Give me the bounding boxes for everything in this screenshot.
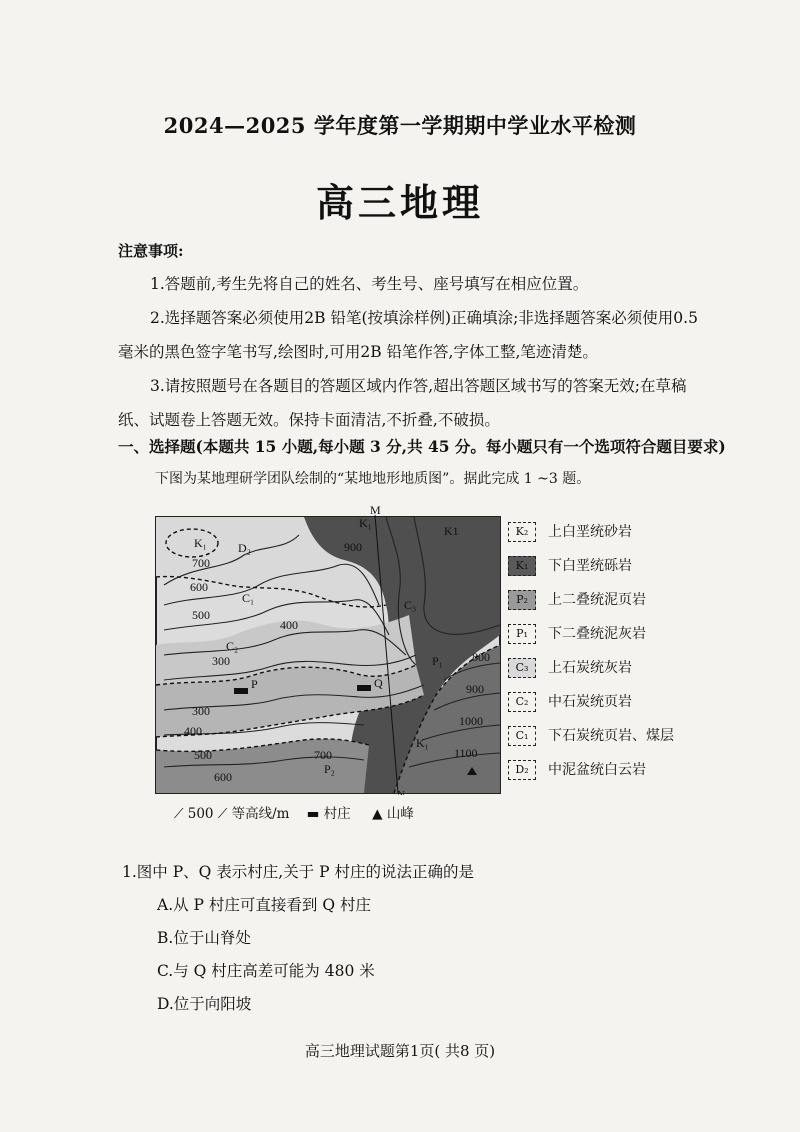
notice-heading: 注意事项: xyxy=(118,242,184,260)
svg-text:900: 900 xyxy=(466,682,484,696)
legend-swatch: D₂ xyxy=(508,760,536,780)
svg-text:500: 500 xyxy=(192,608,210,622)
legend-item xyxy=(508,522,718,544)
svg-text:C₂: C₂ xyxy=(226,639,239,653)
legend-label: 中石炭统页岩 xyxy=(548,694,632,710)
notice-item-2-cont: 毫米的黑色签字笔书写,绘图时,可用2B 铅笔作答,字体工整,笔迹清楚。 xyxy=(118,343,598,361)
svg-text:400: 400 xyxy=(280,618,298,632)
map-key xyxy=(174,802,414,822)
legend-swatch: K₂ xyxy=(508,522,536,542)
legend-label: 下白垩统砾岩 xyxy=(548,558,632,574)
svg-text:700: 700 xyxy=(314,748,332,762)
legend-item xyxy=(508,624,718,646)
exam-subtitle: 2024—2025 学年度第一学期期中学业水平检测 xyxy=(163,113,637,138)
legend-label: 上二叠统泥页岩 xyxy=(548,592,646,608)
geologic-map-figure xyxy=(154,505,504,795)
svg-text:P₂: P₂ xyxy=(324,762,335,776)
svg-text:300: 300 xyxy=(192,704,210,718)
legend-label: 上白垩统砂岩 xyxy=(548,524,632,540)
svg-text:300: 300 xyxy=(212,654,230,668)
section-intro: 下图为某地理研学团队绘制的“某地地形地质图”。据此完成 1 ~3 题。 xyxy=(155,471,591,487)
svg-text:500: 500 xyxy=(194,748,212,762)
svg-text:900: 900 xyxy=(344,540,362,554)
svg-text:D₂: D₂ xyxy=(238,541,251,555)
question-1-stem: 1.图中 P、Q 表示村庄,关于 P 村庄的说法正确的是 xyxy=(122,863,474,881)
contour-key-value: 500 xyxy=(187,806,214,822)
svg-text:C₃: C₃ xyxy=(404,598,417,612)
svg-text:C₁: C₁ xyxy=(242,591,255,605)
svg-text:K1: K1 xyxy=(444,524,459,538)
legend-item xyxy=(508,590,718,612)
peak-icon: ▲ xyxy=(372,806,383,822)
svg-text:600: 600 xyxy=(190,580,208,594)
question-1-option-c: C.与 Q 村庄高差可能为 480 米 xyxy=(157,962,375,980)
legend-label: 下二叠统泥灰岩 xyxy=(548,626,646,642)
svg-text:800: 800 xyxy=(472,650,490,664)
notice-item-3: 3.请按照题号在各题目的答题区域内作答,超出答题区域书写的答案无效;在草稿 xyxy=(150,377,687,395)
legend-item xyxy=(508,658,718,680)
legend-item xyxy=(508,726,718,748)
legend-label: 上石炭统灰岩 xyxy=(548,660,632,676)
svg-text:K₁: K₁ xyxy=(416,736,429,750)
village-icon: ▬ xyxy=(306,806,320,822)
contour-line-icon: ⟋ xyxy=(217,806,228,822)
question-1-option-a: A.从 P 村庄可直接看到 Q 村庄 xyxy=(157,896,371,914)
village-key-label: 村庄 xyxy=(323,806,351,822)
question-1-option-b: B.位于山脊处 xyxy=(157,929,251,947)
svg-text:400: 400 xyxy=(184,724,202,738)
contour-key-label: 等高线/m xyxy=(231,806,290,822)
legend-swatch: K₁ xyxy=(508,556,536,576)
legend-item xyxy=(508,556,718,578)
svg-text:K₁: K₁ xyxy=(194,536,207,550)
peak-key-label: 山峰 xyxy=(386,806,414,822)
page-footer: 高三地理试题第1页( 共8 页) xyxy=(304,1042,496,1060)
legend-label: 下石炭统页岩、煤层 xyxy=(548,728,674,744)
legend-item xyxy=(508,692,718,714)
legend-item xyxy=(508,760,718,782)
legend-swatch: C₃ xyxy=(508,658,536,678)
svg-text:P₁: P₁ xyxy=(432,654,443,668)
geologic-map xyxy=(154,505,504,795)
svg-text:M: M xyxy=(370,505,381,517)
legend-swatch: C₂ xyxy=(508,692,536,712)
legend-swatch: P₁ xyxy=(508,624,536,644)
notice-item-2: 2.选择题答案必须使用2B 铅笔(按填涂样例)正确填涂;非选择题答案必须使用0.5 xyxy=(150,309,698,327)
notice-item-3-cont: 纸、试题卷上答题无效。保持卡面清洁,不折叠,不破损。 xyxy=(118,411,500,429)
exam-title: 高三地理 xyxy=(315,180,484,225)
legend-swatch: P₂ xyxy=(508,590,536,610)
question-1-option-d: D.位于向阳坡 xyxy=(157,995,252,1013)
svg-text:N: N xyxy=(397,789,405,795)
legend-swatch: C₁ xyxy=(508,726,536,746)
section-heading: 一、选择题(本题共 15 小题,每小题 3 分,共 45 分。每小题只有一个选项符合题目要求) xyxy=(118,437,726,456)
svg-text:700: 700 xyxy=(192,556,210,570)
svg-text:P: P xyxy=(251,677,258,691)
svg-text:Q: Q xyxy=(374,676,383,690)
svg-text:600: 600 xyxy=(214,770,232,784)
svg-text:K₁: K₁ xyxy=(359,516,372,530)
legend-label: 中泥盆统白云岩 xyxy=(548,762,646,778)
svg-text:1100: 1100 xyxy=(454,746,478,760)
svg-text:1000: 1000 xyxy=(459,714,483,728)
contour-line-icon: ⟋ xyxy=(174,806,184,822)
notice-item-1: 1.答题前,考生先将自己的姓名、考生号、座号填写在相应位置。 xyxy=(150,275,589,293)
